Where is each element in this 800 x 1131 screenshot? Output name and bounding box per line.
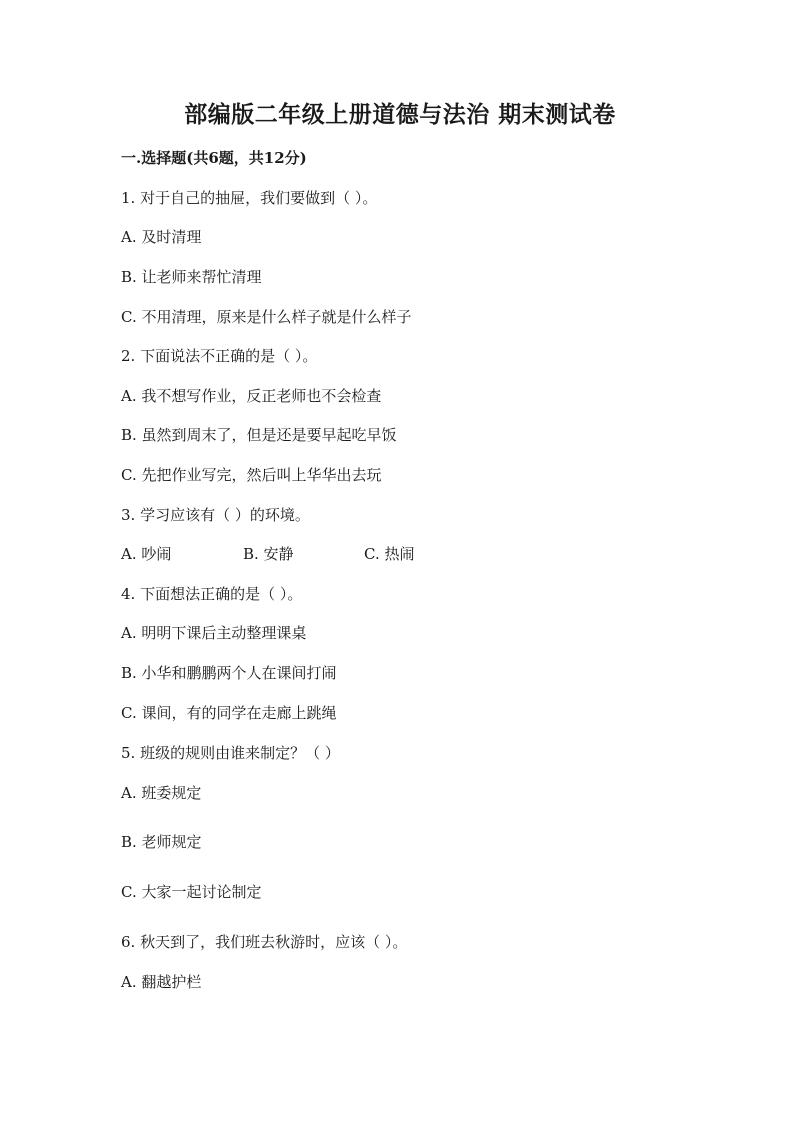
section-heading: 一.选择题(共6题，共12分) bbox=[121, 149, 307, 167]
question-5-stem: 5. 班级的规则由谁来制定？（ ） bbox=[121, 744, 340, 762]
question-2-option-a: A. 我不想写作业，反正老师也不会检查 bbox=[121, 387, 382, 405]
question-3-stem: 3. 学习应该有（ ）的环境。 bbox=[121, 506, 310, 524]
question-2-stem: 2. 下面说法不正确的是（ ）。 bbox=[121, 347, 318, 365]
question-1-option-b: B. 让老师来帮忙清理 bbox=[121, 268, 262, 286]
question-6-stem: 6. 秋天到了，我们班去秋游时，应该（ ）。 bbox=[121, 933, 408, 951]
question-3-option-c: C. 热闹 bbox=[364, 545, 415, 563]
question-4-option-b: B. 小华和鹏鹏两个人在课间打闹 bbox=[121, 664, 337, 682]
question-4-stem: 4. 下面想法正确的是（ ）。 bbox=[121, 585, 303, 603]
question-4-option-c: C. 课间，有的同学在走廊上跳绳 bbox=[121, 704, 337, 722]
question-3-option-a: A. 吵闹 bbox=[121, 545, 172, 563]
question-2-option-c: C. 先把作业写完，然后叫上华华出去玩 bbox=[121, 466, 382, 484]
question-5-option-a: A. 班委规定 bbox=[121, 784, 202, 802]
page-title: 部编版二年级上册道德与法治 期末测试卷 bbox=[184, 101, 616, 128]
question-1-option-a: A. 及时清理 bbox=[121, 228, 202, 246]
question-1-option-c: C. 不用清理，原来是什么样子就是什么样子 bbox=[121, 308, 412, 326]
question-3-option-b: B. 安静 bbox=[243, 545, 294, 563]
question-6-option-a: A. 翻越护栏 bbox=[121, 973, 202, 991]
question-5-option-b: B. 老师规定 bbox=[121, 833, 202, 851]
question-4-option-a: A. 明明下课后主动整理课桌 bbox=[121, 624, 307, 642]
question-2-option-b: B. 虽然到周末了，但是还是要早起吃早饭 bbox=[121, 426, 397, 444]
question-5-option-c: C. 大家一起讨论制定 bbox=[121, 883, 262, 901]
question-1-stem: 1. 对于自己的抽屉，我们要做到（ ）。 bbox=[121, 189, 378, 207]
